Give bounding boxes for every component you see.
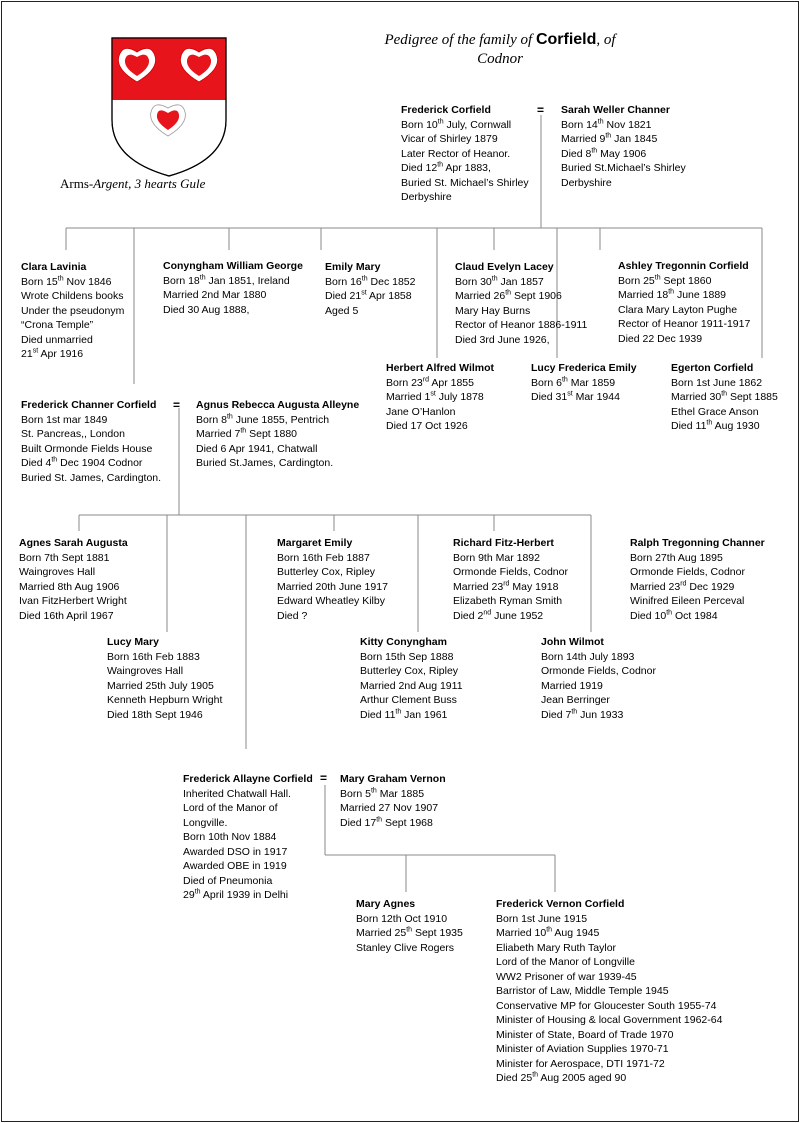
person-detail-line: Rector of Heanor 1911-1917 (618, 318, 751, 330)
person-name: Egerton Corfield (671, 362, 754, 374)
marriage-symbol: = (173, 398, 181, 412)
person-name: Agnes Sarah Augusta (19, 537, 128, 549)
person-frederick-allayne-corfield (183, 772, 313, 903)
person-detail-line: Minister of Housing & local Government 1962-64 (496, 1014, 723, 1026)
person-detail-line: Arthur Clement Buss (360, 694, 457, 706)
person-detail-line: Married 20th June 1917 (277, 580, 388, 593)
title-prefix: Pedigree of the family of (384, 32, 536, 48)
person-name: Frederick Vernon Corfield (496, 898, 625, 910)
person-detail-line: Born 6th Mar 1859 (531, 376, 616, 389)
person-name: Ashley Tregonnin Corfield (618, 260, 749, 272)
person-detail-line: Born 14th July 1893 (541, 650, 635, 663)
person-margaret-emily (277, 536, 388, 623)
person-name: Conyngham William George (163, 260, 303, 272)
person-detail-line: Married 10th Aug 1945 (496, 926, 600, 939)
person-detail-line: Waingroves Hall (19, 566, 96, 578)
person-detail-line: St. Pancreas,, London (21, 428, 125, 440)
person-detail-line: Minister of Aviation Supplies 1970-71 (496, 1043, 669, 1055)
person-detail-line: Born 8th June 1855, Pentrich (196, 413, 330, 426)
person-detail-line: Died unmarried (21, 333, 93, 346)
person-detail-line: Minister for Aerospace, DTI 1971-72 (496, 1057, 665, 1070)
person-sarah-weller-channer (561, 103, 686, 190)
person-detail-line: Butterley Cox, Ripley (360, 665, 459, 677)
person-detail-line: Born 18th Jan 1851, Ireland (163, 274, 290, 287)
person-detail-line: Married 25th Sept 1935 (356, 926, 463, 939)
person-detail-line: Born 15th Nov 1846 (21, 275, 112, 288)
person-detail-line: Buried St. James, Cardington. (21, 471, 162, 484)
person-name: Frederick Allayne Corfield (183, 773, 313, 785)
person-detail-line: Born 1st June 1862 (671, 376, 763, 389)
person-detail-line: Born 15th Sep 1888 (360, 650, 454, 663)
person-detail-line: Born 27th Aug 1895 (630, 551, 723, 564)
person-detail-line: Jane O’Hanlon (386, 405, 456, 418)
person-detail-line: Born 1st mar 1849 (21, 413, 108, 426)
person-detail-line: Died ? (277, 609, 308, 622)
person-detail-line: Born 16th Feb 1883 (107, 650, 200, 663)
person-detail-line: Married 7th Sept 1880 (196, 427, 297, 440)
person-kitty-conyngham (360, 635, 463, 722)
person-detail-line: Married 8th Aug 1906 (19, 580, 120, 593)
person-detail-line: Died 30 Aug 1888, (163, 303, 250, 316)
person-name: John Wilmot (541, 636, 604, 648)
person-name: Frederick Corfield (401, 104, 491, 116)
coat-of-arms (112, 38, 226, 176)
person-detail-line: Married 27 Nov 1907 (340, 802, 439, 814)
person-detail-line: Died 22 Dec 1939 (618, 332, 703, 345)
person-detail-line: Waingroves Hall (107, 665, 184, 677)
person-detail-line: Died 21st Apr 1858 (325, 289, 412, 302)
person-detail-line: Buried St.Michael’s Shirley (561, 162, 686, 174)
person-name: Mary Graham Vernon (340, 773, 446, 785)
person-name: Clara Lavinia (21, 261, 87, 273)
person-claud-evelyn-lacey (455, 260, 587, 347)
person-frederick-vernon-corfield (496, 897, 722, 1086)
person-detail-line: Mary Hay Burns (455, 304, 531, 317)
person-detail-line: Lord of the Manor of (183, 802, 278, 814)
person-detail-line: Awarded DSO in 1917 (183, 845, 288, 858)
person-name: Ralph Tregonning Channer (630, 537, 765, 549)
person-detail-line: Married 9th Jan 1845 (561, 132, 658, 145)
person-name: Emily Mary (325, 261, 381, 273)
person-detail-line: Later Rector of Heanor. (401, 147, 511, 160)
person-detail-line: Ormonde Fields, Codnor (630, 566, 745, 578)
person-detail-line: Died 25th Aug 2005 aged 90 (496, 1071, 627, 1084)
person-detail-line: Born 16th Dec 1852 (325, 275, 416, 288)
person-detail-line: Butterley Cox, Ripley (277, 566, 376, 578)
person-detail-line: Died 7th Jun 1933 (541, 708, 624, 721)
person-detail-line: Born 5th Mar 1885 (340, 787, 425, 800)
person-name: Frederick Channer Corfield (21, 399, 157, 411)
person-detail-line: Minister of State, Board of Trade 1970 (496, 1028, 674, 1041)
title-surname: Corfield (535, 31, 597, 48)
person-name: Agnus Rebecca Augusta Alleyne (196, 399, 360, 411)
person-name: Herbert Alfred Wilmot (386, 362, 495, 374)
person-detail-line: Born 16th Feb 1887 (277, 551, 370, 564)
person-detail-line: Longville. (183, 816, 228, 829)
person-clara-lavinia (21, 260, 124, 362)
arms-prefix: Arms- (60, 176, 94, 191)
person-agnus-rebecca-augusta-alleyne (196, 398, 359, 471)
person-detail-line: Ethel Grace Anson (671, 405, 759, 418)
person-lucy-mary (107, 635, 222, 722)
person-agnes-sarah-augusta (19, 536, 128, 623)
person-detail-line: Died 18th Sept 1946 (107, 708, 203, 721)
person-detail-line: Died 8th May 1906 (561, 147, 647, 160)
title-place: Codnor (477, 51, 523, 67)
person-detail-line: Derbyshire (561, 176, 612, 189)
person-detail-line: Died 10th Oct 1984 (630, 609, 718, 622)
person-detail-line: Died 12th Apr 1883, (401, 161, 491, 174)
person-detail-line: Elizabeth Ryman Smith (453, 595, 563, 607)
person-ashley-tregonnin-corfield (618, 259, 750, 346)
person-detail-line: Jean Berringer (541, 694, 610, 706)
arms-blazon: Argent, 3 hearts Gule (93, 176, 206, 191)
person-name: Kitty Conyngham (360, 636, 447, 648)
person-ralph-tregonning-channer (630, 536, 765, 623)
person-john-wilmot (541, 635, 656, 722)
person-detail-line: Buried St.James, Cardington. (196, 457, 334, 469)
person-detail-line: Married 2nd Mar 1880 (163, 289, 267, 301)
person-detail-line: Lord of the Manor of Longville (496, 956, 635, 968)
person-detail-line: Married 1st July 1878 (386, 390, 484, 403)
person-detail-line: WW2 Prisoner of war 1939-45 (496, 970, 637, 983)
person-detail-line: Married 18th June 1889 (618, 288, 727, 301)
person-name: Claud Evelyn Lacey (455, 261, 554, 273)
person-detail-line: Kenneth Hepburn Wright (107, 694, 223, 706)
person-detail-line: Died 17th Sept 1968 (340, 816, 433, 829)
person-detail-line: Born 23rd Apr 1855 (386, 376, 474, 389)
person-detail-line: Born 25th Sept 1860 (618, 274, 712, 287)
person-detail-line: 21st Apr 1916 (21, 347, 84, 360)
person-detail-line: Ormonde Fields, Codnor (453, 566, 568, 578)
person-detail-line: Stanley Clive Rogers (356, 941, 455, 954)
marriage-symbol: = (537, 103, 545, 117)
person-detail-line: Winifred Eileen Perceval (630, 595, 745, 607)
person-detail-line: Built Ormonde Fields House (21, 442, 153, 455)
person-detail-line: Born 9th Mar 1892 (453, 551, 540, 564)
person-detail-line: Wrote Childens books (21, 290, 124, 302)
person-detail-line: Married 23rd Dec 1929 (630, 580, 735, 593)
person-detail-line: Born 1st June 1915 (496, 912, 588, 925)
person-name: Richard Fitz-Herbert (453, 537, 554, 549)
person-emily-mary (325, 260, 416, 318)
person-detail-line: Married 1919 (541, 679, 603, 692)
person-detail-line: Born 12th Oct 1910 (356, 912, 448, 925)
person-detail-line: Ormonde Fields, Codnor (541, 665, 656, 677)
person-detail-line: Died 6 Apr 1941, Chatwall (196, 442, 318, 455)
page-title (380, 30, 620, 69)
person-detail-line: Inherited Chatwall Hall. (183, 787, 291, 800)
person-detail-line: Eliabeth Mary Ruth Taylor (496, 941, 617, 954)
person-detail-line: Born 10th Nov 1884 (183, 831, 277, 843)
person-name: Lucy Frederica Emily (531, 362, 637, 374)
person-detail-line: Born 7th Sept 1881 (19, 551, 110, 564)
person-egerton-corfield (671, 361, 778, 434)
person-detail-line: Awarded OBE in 1919 (183, 860, 287, 872)
person-detail-line: Married 30th Sept 1885 (671, 390, 778, 403)
person-lucy-frederica-emily (531, 361, 637, 405)
person-conyngham-william-george (163, 259, 303, 317)
person-detail-line: Vicar of Shirley 1879 (401, 133, 498, 145)
person-detail-line: “Crona Temple” (21, 319, 94, 331)
person-mary-graham-vernon (340, 772, 446, 830)
marriage-symbol: = (320, 771, 328, 785)
person-detail-line: Married 23rd May 1918 (453, 580, 559, 593)
person-name: Sarah Weller Channer (561, 104, 670, 116)
person-detail-line: Buried St. Michael’s Shirley (401, 176, 529, 189)
person-detail-line: Died of Pneumonia (183, 874, 273, 887)
person-mary-agnes (356, 897, 463, 955)
person-detail-line: Married 2nd Aug 1911 (360, 679, 463, 692)
person-detail-line: Rector of Heanor 1886-1911 (455, 319, 588, 331)
person-name: Margaret Emily (277, 537, 353, 549)
title-suffix: , of (596, 32, 616, 48)
person-richard-fitz-herbert (453, 536, 568, 623)
person-detail-line: Conservative MP for Gloucester South 1955-74 (496, 999, 717, 1012)
person-herbert-alfred-wilmot (386, 361, 494, 434)
person-detail-line: Barristor of Law, Middle Temple 1945 (496, 985, 669, 997)
person-detail-line: Married 25th July 1905 (107, 679, 214, 692)
person-detail-line: Died 16th April 1967 (19, 609, 114, 622)
person-frederick-channer-corfield (21, 398, 161, 485)
person-detail-line: Aged 5 (325, 304, 359, 317)
person-detail-line: Clara Mary Layton Pughe (618, 303, 738, 316)
person-detail-line: Married 26th Sept 1906 (455, 289, 562, 302)
person-detail-line: Died 4th Dec 1904 Codnor (21, 456, 143, 469)
person-detail-line: 29th April 1939 in Delhi (183, 888, 289, 901)
person-detail-line: Died 17 Oct 1926 (386, 420, 468, 432)
person-detail-line: Under the pseudonym (21, 304, 125, 317)
person-detail-line: Born 30th Jan 1857 (455, 275, 544, 288)
arms-caption (60, 176, 300, 192)
person-detail-line: Born 14th Nov 1821 (561, 118, 652, 131)
person-detail-line: Born 10th July, Cornwall (401, 118, 512, 131)
person-detail-line: Died 11th Aug 1930 (671, 419, 760, 432)
person-frederick-corfield (401, 103, 529, 205)
person-name: Lucy Mary (107, 636, 159, 648)
person-detail-line: Died 2nd June 1952 (453, 609, 544, 622)
person-detail-line: Derbyshire (401, 191, 452, 203)
person-detail-line: Died 11th Jan 1961 (360, 708, 448, 721)
person-detail-line: Died 3rd June 1926, (455, 333, 550, 346)
person-detail-line: Ivan FitzHerbert Wright (19, 595, 127, 607)
person-name: Mary Agnes (356, 898, 416, 910)
person-detail-line: Died 31st Mar 1944 (531, 390, 620, 403)
person-detail-line: Edward Wheatley Kilby (277, 595, 385, 607)
